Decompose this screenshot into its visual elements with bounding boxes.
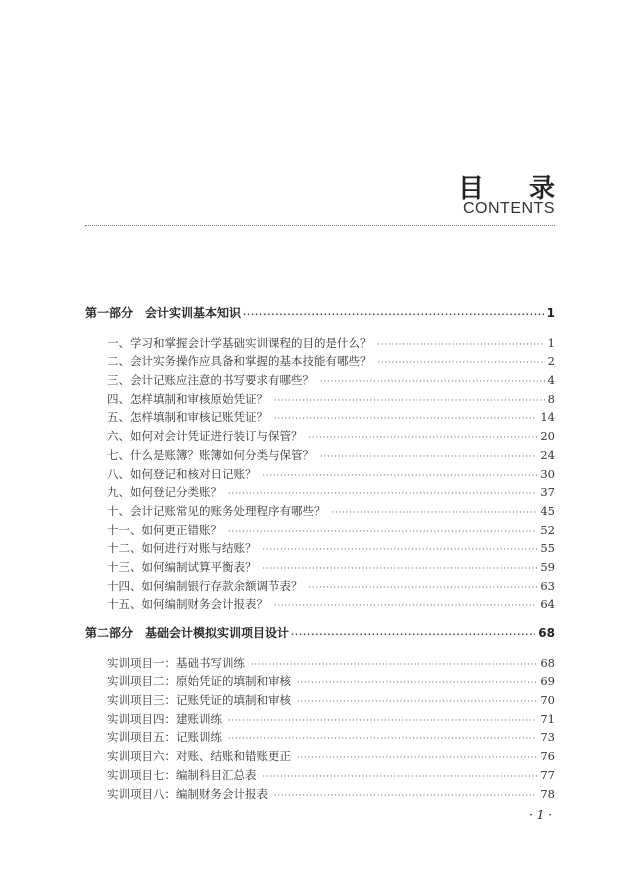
toc-item-label: 实训项目七：编制科目汇总表 (107, 767, 257, 782)
dot-leader (309, 579, 538, 598)
toc-item-label: 六、如何对会计凭证进行装订与保管？ (107, 429, 303, 444)
toc-part-page: 1 (546, 306, 555, 320)
dot-leader (274, 787, 537, 806)
dot-leader (274, 392, 545, 411)
toc-item-label: 九、如何登记分类账？ (107, 485, 222, 500)
dot-leader (309, 429, 538, 448)
toc-item[interactable] (85, 558, 555, 577)
toc-item-page: 78 (540, 786, 555, 801)
toc-item-label: 三、会计记账应注意的书写要求有哪些？ (107, 373, 314, 388)
toc-item-label: 十二、如何进行对账与结账？ (107, 541, 257, 556)
page-title: 目 录 (457, 174, 573, 204)
dot-leader (263, 467, 538, 486)
toc-item-page: 73 (540, 730, 555, 745)
toc-item-page: 69 (540, 674, 555, 689)
toc-item[interactable] (85, 390, 555, 409)
toc-item-label: 二、会计实务操作应具备和掌握的基本技能有哪些？ (107, 354, 372, 369)
toc-item[interactable] (85, 539, 555, 558)
toc-item-label: 实训项目一：基础书写训练 (107, 655, 245, 670)
dot-leader (263, 541, 538, 560)
toc-item[interactable] (85, 521, 555, 540)
toc-item[interactable] (85, 427, 555, 446)
toc-item[interactable] (85, 785, 555, 804)
toc-item-page: 8 (547, 391, 555, 406)
toc-item-label: 十五、如何编制财务会计报表？ (107, 597, 268, 612)
dot-leader (291, 626, 535, 645)
toc-item-page: 20 (540, 429, 555, 444)
toc-item-page: 2 (547, 354, 555, 369)
dot-leader (297, 674, 537, 693)
toc-item-page: 76 (540, 749, 555, 764)
toc-item-page: 55 (540, 541, 555, 556)
toc-item-label: 四、怎样填制和审核原始凭证？ (107, 391, 268, 406)
toc-item-page: 70 (540, 693, 555, 708)
toc-item[interactable] (85, 483, 555, 502)
toc-item-label: 实训项目六：对账、结账和错账更正 (107, 749, 291, 764)
toc-item[interactable] (85, 747, 555, 766)
toc-item-label: 五、怎样填制和审核记账凭证？ (107, 410, 268, 425)
toc-item-page: 64 (540, 597, 555, 612)
toc-item[interactable] (85, 352, 555, 371)
toc-item-label: 十三、如何编制试算平衡表？ (107, 559, 257, 574)
toc-item[interactable] (85, 577, 555, 596)
toc-item-page: 45 (540, 503, 555, 518)
toc-item[interactable] (85, 654, 555, 673)
toc-item[interactable] (85, 691, 555, 710)
toc-item[interactable] (85, 446, 555, 465)
toc-item-label: 十一、如何更正错账？ (107, 522, 222, 537)
dot-leader (274, 597, 537, 616)
toc-item[interactable] (85, 595, 555, 614)
toc-item-page: 77 (540, 767, 555, 782)
toc-item-page: 1 (547, 335, 555, 350)
toc-part-page: 68 (538, 626, 555, 640)
toc-item[interactable] (85, 408, 555, 427)
toc-item-page: 63 (540, 578, 555, 593)
dotted-divider (85, 225, 555, 226)
dot-leader (274, 410, 537, 429)
toc-item[interactable] (85, 710, 555, 729)
toc-item-label: 实训项目三：记账凭证的填制和审核 (107, 693, 291, 708)
toc-item-page: 52 (540, 522, 555, 537)
toc-item-label: 一、学习和掌握会计学基础实训课程的目的是什么？ (107, 335, 372, 350)
page-subtitle: CONTENTS (463, 200, 555, 217)
dot-leader (297, 693, 537, 712)
toc-item-page: 71 (540, 711, 555, 726)
toc-item[interactable] (85, 502, 555, 521)
toc-item-label: 八、如何登记和核对日记账？ (107, 466, 257, 481)
toc-part-label: 第一部分 会计实训基本知识 (85, 306, 242, 320)
toc-item-page: 4 (547, 373, 555, 388)
dot-leader (378, 354, 545, 373)
dot-leader (320, 373, 545, 392)
dot-leader (228, 712, 537, 731)
dot-leader (251, 656, 537, 675)
dot-leader (228, 523, 537, 542)
toc-item-label: 实训项目二：原始凭证的填制和审核 (107, 674, 291, 689)
toc-part[interactable] (85, 304, 555, 323)
dot-leader (332, 504, 538, 523)
toc-part-label: 第二部分 基础会计模拟实训项目设计 (85, 626, 290, 640)
toc-item-label: 七、什么是账簿？账簿如何分类与保管？ (107, 447, 314, 462)
toc-item-label: 实训项目五：记账训练 (107, 730, 222, 745)
toc-item-page: 59 (540, 559, 555, 574)
dot-leader (263, 560, 538, 579)
dot-leader (243, 306, 544, 325)
toc-part[interactable] (85, 624, 555, 643)
toc-item-label: 十四、如何编制银行存款余额调节表？ (107, 578, 303, 593)
table-of-contents (85, 304, 555, 803)
toc-item[interactable] (85, 766, 555, 785)
toc-item-label: 十、会计记账常见的账务处理程序有哪些？ (107, 503, 326, 518)
toc-item-page: 24 (540, 447, 555, 462)
toc-item[interactable] (85, 465, 555, 484)
dot-leader (378, 336, 545, 355)
toc-item-page: 68 (540, 655, 555, 670)
dot-leader (297, 749, 537, 768)
toc-item[interactable] (85, 672, 555, 691)
toc-item-label: 实训项目四：建账训练 (107, 711, 222, 726)
toc-item[interactable] (85, 334, 555, 353)
toc-item-page: 14 (540, 410, 555, 425)
toc-item-page: 30 (540, 466, 555, 481)
page-number: · 1 · (529, 808, 552, 822)
toc-item[interactable] (85, 371, 555, 390)
toc-item-label: 实训项目八：编制财务会计报表 (107, 786, 268, 801)
toc-item-page: 37 (540, 485, 555, 500)
dot-leader (320, 448, 537, 467)
dot-leader (263, 768, 538, 787)
toc-item[interactable] (85, 728, 555, 747)
